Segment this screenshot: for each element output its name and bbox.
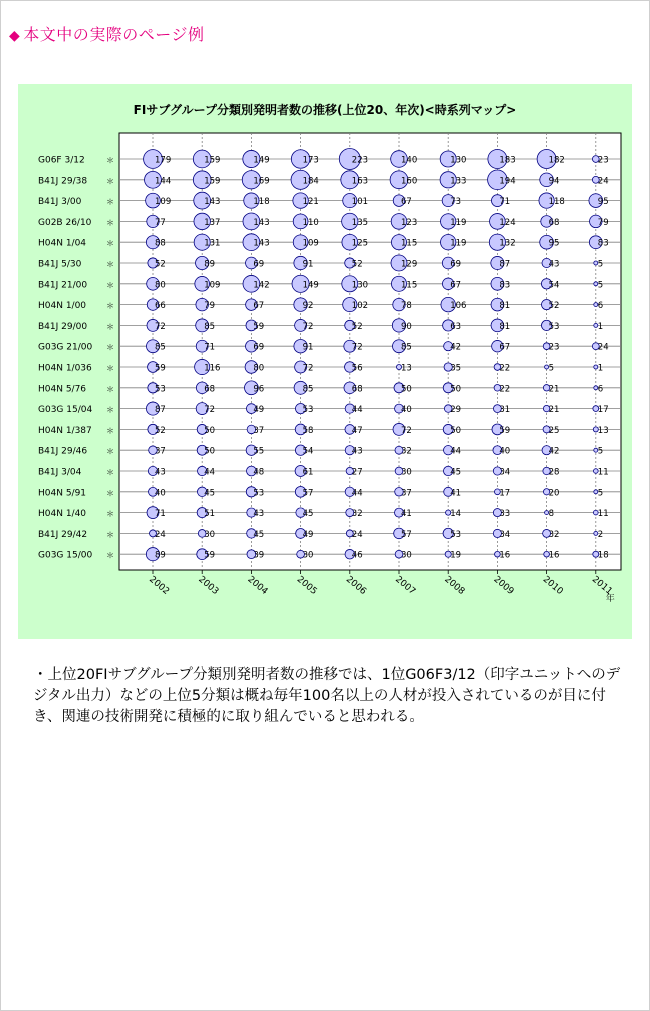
data-label: 109 [302, 238, 319, 249]
data-label: 47 [351, 425, 363, 436]
data-label: 42 [450, 342, 462, 353]
data-label: 46 [351, 550, 363, 561]
data-label: 16 [548, 550, 560, 561]
data-label: 77 [155, 217, 166, 228]
row-marker: ＊ [106, 156, 114, 165]
section-heading-text: 本文中の実際のページ例 [23, 25, 205, 44]
data-label: 194 [499, 176, 516, 187]
data-label: 35 [450, 363, 462, 374]
data-label: 17 [597, 405, 609, 416]
data-label: 88 [155, 238, 166, 249]
data-label: 85 [204, 321, 216, 332]
data-label: 137 [204, 217, 221, 228]
x-tick-label: 2004 [245, 574, 270, 598]
data-label: 45 [253, 529, 265, 540]
data-label: 79 [597, 217, 609, 228]
data-label: 81 [499, 301, 511, 312]
data-label: 40 [155, 488, 166, 499]
row-marker: ＊ [106, 488, 114, 498]
data-label: 50 [204, 446, 216, 457]
data-label: 71 [155, 509, 166, 520]
data-label: 63 [450, 321, 462, 332]
data-label: 59 [204, 550, 216, 561]
data-label: 159 [204, 176, 221, 187]
data-label: 109 [204, 280, 221, 291]
data-label: 22 [499, 363, 511, 374]
data-label: 106 [450, 301, 467, 312]
data-label: 30 [302, 550, 314, 561]
data-label: 183 [499, 155, 516, 166]
data-label: 91 [302, 342, 314, 353]
data-label: 53 [302, 405, 314, 416]
y-tick-label: H04N 5/91 [38, 488, 87, 499]
y-tick-label: B41J 3/00 [38, 197, 82, 208]
data-label: 95 [548, 238, 560, 249]
bubble-chart [32, 132, 622, 701]
y-tick-label: H04N 1/00 [38, 301, 87, 312]
data-label: 21 [548, 384, 560, 395]
x-tick-label: 2002 [147, 574, 172, 598]
data-label: 39 [253, 550, 265, 561]
data-label: 140 [401, 155, 418, 166]
data-label: 6 [597, 301, 604, 312]
data-label: 57 [302, 488, 314, 499]
data-label: 89 [155, 550, 166, 561]
data-label: 51 [204, 509, 216, 520]
data-label: 72 [302, 321, 314, 332]
data-label: 1 [597, 321, 604, 332]
data-label: 61 [302, 467, 314, 478]
data-label: 119 [450, 217, 467, 228]
data-label: 13 [597, 425, 609, 436]
x-tick-label: 2008 [442, 574, 467, 598]
row-marker: ＊ [106, 468, 114, 477]
y-tick-label: G03G 15/04 [38, 405, 93, 416]
data-label: 19 [450, 550, 462, 561]
data-label: 44 [204, 467, 216, 478]
data-label: 135 [351, 217, 369, 228]
row-marker: ＊ [106, 260, 114, 269]
data-label: 53 [548, 321, 560, 332]
data-label: 68 [548, 217, 560, 228]
data-label: 31 [499, 405, 511, 416]
data-label: 68 [351, 384, 363, 395]
data-label: 159 [204, 155, 221, 166]
data-label: 33 [499, 509, 511, 520]
y-tick-label: B41J 29/38 [38, 176, 88, 187]
data-label: 45 [302, 509, 314, 520]
data-label: 59 [155, 363, 166, 374]
data-label: 28 [548, 467, 560, 478]
row-marker: ＊ [106, 426, 114, 436]
data-label: 144 [155, 176, 172, 187]
data-label: 5 [597, 446, 604, 457]
data-label: 23 [548, 342, 560, 353]
data-label: 44 [351, 405, 363, 416]
data-label: 179 [155, 155, 172, 166]
row-marker: ＊ [106, 322, 114, 332]
data-label: 41 [401, 509, 412, 520]
data-label: 66 [155, 301, 166, 312]
row-marker: ＊ [106, 509, 114, 519]
data-label: 115 [401, 238, 418, 249]
data-label: 23 [597, 155, 609, 166]
data-label: 43 [351, 446, 363, 457]
data-label: 80 [155, 280, 166, 291]
x-unit-label: 年 [605, 594, 615, 604]
row-marker: ＊ [106, 301, 114, 311]
data-label: 50 [401, 384, 412, 395]
data-label: 34 [499, 529, 511, 540]
data-label: 37 [401, 488, 412, 499]
data-label: 24 [597, 342, 609, 353]
data-label: 83 [499, 280, 511, 291]
row-marker: ＊ [106, 447, 114, 457]
data-label: 53 [450, 529, 462, 540]
data-label: 30 [204, 529, 216, 540]
data-label: 14 [450, 509, 462, 520]
y-tick-label: H04N 1/036 [38, 363, 92, 374]
data-label: 142 [253, 280, 270, 291]
data-label: 72 [401, 425, 412, 436]
data-label: 43 [548, 259, 560, 270]
data-label: 52 [351, 259, 363, 270]
data-label: 67 [499, 342, 511, 353]
section-heading [9, 22, 204, 45]
y-tick-label: H04N 1/40 [38, 509, 87, 520]
data-label: 30 [401, 467, 412, 478]
data-label: 163 [351, 176, 369, 187]
data-label: 71 [499, 197, 511, 208]
data-label: 83 [597, 238, 609, 249]
data-label: 21 [548, 405, 560, 416]
data-label: 121 [302, 197, 319, 208]
data-label: 2 [597, 529, 604, 540]
data-label: 118 [548, 197, 565, 208]
row-marker: ＊ [106, 530, 114, 540]
y-tick-label: G03G 15/00 [38, 550, 93, 561]
row-marker: ＊ [106, 384, 114, 394]
y-tick-label: G03G 21/00 [38, 342, 93, 353]
data-label: 90 [401, 321, 412, 332]
data-label: 169 [253, 176, 270, 187]
x-tick-label: 2010 [540, 574, 565, 598]
y-tick-label: B41J 29/42 [38, 529, 88, 540]
data-label: 143 [204, 197, 221, 208]
chart-panel [18, 84, 632, 639]
data-label: 45 [450, 467, 462, 478]
x-tick-label: 2005 [294, 574, 319, 598]
data-label: 54 [548, 280, 560, 291]
data-label: 16 [499, 550, 511, 561]
data-label: 22 [499, 384, 511, 395]
data-label: 119 [450, 238, 467, 249]
data-label: 40 [401, 405, 412, 416]
y-tick-label: B41J 21/00 [38, 280, 88, 291]
data-label: 44 [450, 446, 462, 457]
data-label: 52 [351, 321, 363, 332]
row-marker: ＊ [106, 551, 114, 561]
data-label: 32 [548, 529, 560, 540]
data-label: 71 [204, 342, 216, 353]
data-label: 50 [450, 384, 462, 395]
data-label: 55 [253, 446, 265, 457]
row-marker: ＊ [106, 405, 114, 415]
data-label: 130 [351, 280, 369, 291]
data-label: 160 [401, 176, 418, 187]
data-label: 109 [155, 197, 172, 208]
y-tick-label: B41J 3/04 [38, 467, 82, 478]
data-label: 102 [351, 301, 369, 312]
data-label: 101 [351, 197, 369, 208]
data-label: 115 [401, 280, 418, 291]
data-label: 45 [204, 488, 216, 499]
data-label: 87 [155, 405, 166, 416]
data-label: 43 [253, 509, 265, 520]
data-label: 5 [597, 280, 604, 291]
data-label: 37 [253, 425, 265, 436]
data-label: 56 [351, 363, 363, 374]
data-label: 54 [302, 446, 314, 457]
data-label: 13 [401, 363, 412, 374]
data-label: 143 [253, 238, 270, 249]
diamond-icon: ◆ [9, 28, 21, 44]
data-label: 29 [450, 405, 462, 416]
data-label: 173 [302, 155, 319, 166]
data-label: 143 [253, 217, 270, 228]
data-label: 85 [155, 342, 166, 353]
data-label: 79 [204, 301, 216, 312]
row-marker: ＊ [106, 343, 114, 353]
data-label: 72 [204, 405, 216, 416]
data-label: 5 [548, 363, 555, 374]
data-label: 78 [401, 301, 412, 312]
data-label: 131 [204, 238, 221, 249]
y-tick-label: B41J 5/30 [38, 259, 82, 270]
data-label: 8 [548, 509, 555, 520]
data-label: 87 [499, 259, 511, 270]
data-label: 69 [253, 342, 265, 353]
data-label: 11 [597, 509, 609, 520]
data-label: 67 [450, 280, 462, 291]
data-label: 50 [204, 425, 216, 436]
data-label: 24 [597, 176, 609, 187]
data-label: 67 [401, 197, 412, 208]
row-marker: ＊ [106, 239, 114, 249]
data-label: 58 [302, 425, 314, 436]
data-label: 32 [401, 446, 412, 457]
data-label: 94 [548, 176, 560, 187]
row-marker: ＊ [106, 218, 114, 228]
data-label: 52 [155, 259, 166, 270]
data-label: 48 [253, 467, 265, 478]
data-label: 130 [450, 155, 467, 166]
data-label: 43 [155, 467, 166, 478]
data-label: 52 [155, 425, 166, 436]
data-label: 11 [597, 467, 609, 478]
x-tick-label: 2006 [343, 574, 368, 598]
data-label: 81 [499, 321, 511, 332]
data-label: 49 [253, 405, 265, 416]
x-tick-label: 2003 [196, 574, 221, 598]
data-label: 32 [351, 509, 363, 520]
data-label: 89 [204, 259, 216, 270]
data-label: 110 [302, 217, 319, 228]
row-marker: ＊ [106, 280, 114, 290]
data-label: 149 [253, 155, 270, 166]
data-label: 20 [548, 488, 560, 499]
data-label: 92 [302, 301, 314, 312]
data-label: 133 [450, 176, 467, 187]
y-tick-label: H04N 1/387 [38, 425, 92, 436]
x-tick-label: 2011 [589, 574, 614, 598]
data-label: 57 [401, 529, 412, 540]
data-label: 182 [548, 155, 565, 166]
description-text: ・上位20FIサブグループ分類別発明者数の推移では、1位G06F3/12（印字ユニットへのデジタル出力）などの上位5分類は概ね毎年100名以上の人材が投入されているのが目に付き、関連の技術開発に積極的に取り組んでいると思われる。 [33, 667, 621, 725]
data-label: 37 [155, 446, 166, 457]
data-label: 24 [351, 529, 363, 540]
data-label: 132 [499, 238, 516, 249]
data-label: 85 [401, 342, 412, 353]
data-label: 73 [450, 197, 462, 208]
data-label: 1 [597, 363, 604, 374]
data-label: 24 [155, 529, 166, 540]
y-tick-label: G06F 3/12 [38, 155, 85, 166]
data-label: 223 [351, 155, 369, 166]
data-label: 52 [548, 301, 560, 312]
data-label: 18 [597, 550, 609, 561]
data-label: 69 [253, 259, 265, 270]
row-marker: ＊ [106, 176, 114, 186]
data-label: 72 [302, 363, 314, 374]
data-label: 42 [548, 446, 560, 457]
data-label: 59 [253, 321, 265, 332]
data-label: 95 [597, 197, 609, 208]
y-tick-label: G02B 26/10 [38, 217, 92, 228]
y-tick-label: H04N 5/76 [38, 384, 87, 395]
data-label: 34 [499, 467, 511, 478]
data-label: 72 [155, 321, 166, 332]
data-label: 6 [597, 384, 604, 395]
chart-title: FIサブグループ分類別発明者数の推移(上位20、年次)<時系列マップ> [133, 103, 517, 117]
data-label: 5 [597, 259, 604, 270]
row-marker: ＊ [106, 197, 114, 207]
data-label: 85 [302, 384, 314, 395]
data-label: 59 [499, 425, 511, 436]
data-label: 41 [450, 488, 462, 499]
data-label: 125 [351, 238, 369, 249]
data-label: 53 [253, 488, 265, 499]
data-label: 67 [253, 301, 265, 312]
y-tick-label: H04N 1/04 [38, 238, 87, 249]
y-tick-label: B41J 29/00 [38, 321, 88, 332]
row-marker: ＊ [106, 364, 114, 373]
data-label: 116 [204, 363, 221, 374]
data-label: 53 [155, 384, 166, 395]
data-label: 68 [204, 384, 216, 395]
data-label: 44 [351, 488, 363, 499]
data-label: 30 [401, 550, 412, 561]
data-label: 50 [450, 425, 462, 436]
data-label: 124 [499, 217, 516, 228]
data-label: 80 [253, 363, 265, 374]
data-label: 123 [401, 217, 418, 228]
data-label: 184 [302, 176, 319, 187]
data-label: 69 [450, 259, 462, 270]
y-tick-label: B41J 29/46 [38, 446, 88, 457]
data-label: 25 [548, 425, 560, 436]
data-label: 49 [302, 529, 314, 540]
x-tick-label: 2007 [393, 574, 418, 598]
data-label: 27 [351, 467, 363, 478]
data-label: 118 [253, 197, 270, 208]
data-label: 72 [351, 342, 363, 353]
data-label: 149 [302, 280, 319, 291]
x-tick-label: 2009 [491, 574, 516, 598]
data-label: 5 [597, 488, 604, 499]
data-label: 91 [302, 259, 314, 270]
data-label: 129 [401, 259, 418, 270]
data-label: 96 [253, 384, 265, 395]
data-label: 40 [499, 446, 511, 457]
data-label: 17 [499, 488, 511, 499]
